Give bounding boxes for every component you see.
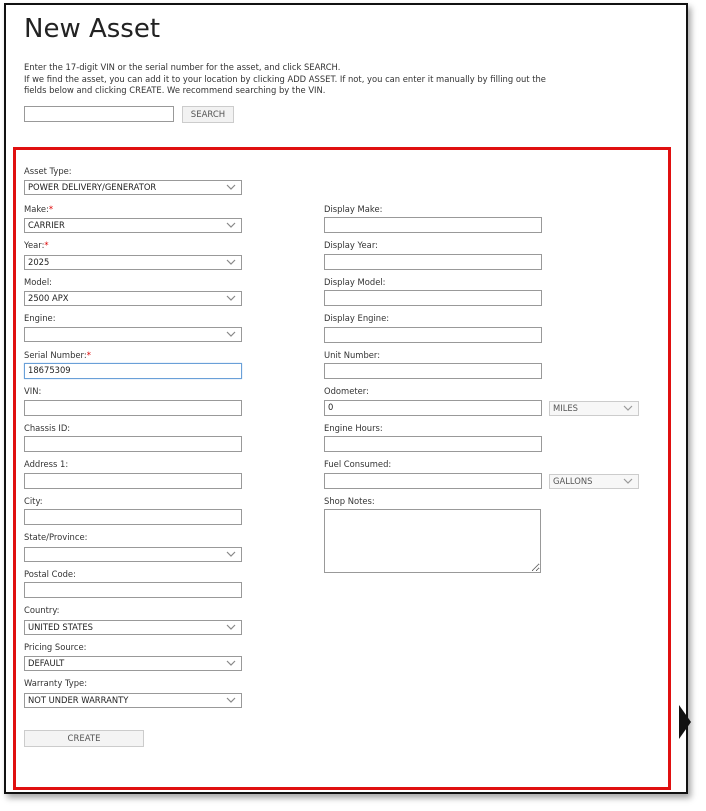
chevron-down-icon — [226, 259, 236, 266]
mouse-pointer-icon — [679, 705, 693, 741]
fuel-unit-value: GALLONS — [553, 476, 593, 486]
year-select[interactable] — [24, 255, 242, 270]
asset-type-select[interactable] — [24, 180, 242, 195]
pricing-source-select[interactable] — [24, 656, 242, 671]
state-province-select[interactable] — [24, 547, 242, 562]
chevron-down-icon — [226, 697, 236, 704]
required-marker: * — [48, 204, 54, 214]
display-make-label: Display Make: — [324, 204, 383, 214]
vin-input[interactable] — [24, 400, 242, 416]
country-label: Country: — [24, 605, 60, 615]
chevron-down-icon — [226, 551, 236, 558]
warranty-type-label: Warranty Type: — [24, 678, 88, 688]
display-year-label: Display Year: — [324, 240, 378, 250]
asset-type-label: Asset Type: — [24, 166, 72, 176]
address-1-label: Address 1: — [24, 459, 69, 469]
chassis-id-input[interactable] — [24, 436, 242, 452]
engine-select[interactable] — [24, 327, 242, 342]
display-model-input[interactable] — [324, 290, 542, 306]
city-input[interactable] — [24, 509, 242, 525]
country-select[interactable] — [24, 620, 242, 635]
display-year-input[interactable] — [324, 254, 542, 270]
engine-hours-label: Engine Hours: — [324, 423, 383, 433]
chevron-down-icon — [623, 405, 633, 412]
asset-type-value: POWER DELIVERY/GENERATOR — [28, 182, 157, 192]
pricing-source-value: DEFAULT — [28, 658, 65, 668]
search-input[interactable] — [24, 106, 174, 122]
warranty-type-value: NOT UNDER WARRANTY — [28, 695, 129, 705]
fuel-consumed-label: Fuel Consumed: — [324, 459, 392, 469]
instructions-line-2: If we find the asset, you can add it to your location by clicking ADD ASSET. If not, you can enter it manually by filling out the fields below and clicking CREATE. We recommend searching by the VIN. — [24, 73, 546, 95]
postal-code-label: Postal Code: — [24, 569, 76, 579]
year-label — [24, 240, 49, 250]
chevron-down-icon — [226, 660, 236, 667]
required-marker: * — [44, 240, 49, 250]
chevron-down-icon — [226, 331, 236, 338]
odometer-unit-select[interactable] — [549, 401, 639, 416]
warranty-type-select[interactable] — [24, 693, 242, 708]
page-title: New Asset — [24, 14, 161, 44]
display-make-input[interactable] — [324, 217, 542, 233]
chevron-down-icon — [226, 295, 236, 302]
pricing-source-label: Pricing Source: — [24, 642, 87, 652]
serial-number-label-text: Serial Number: — [24, 350, 87, 360]
postal-code-input[interactable] — [24, 582, 242, 598]
search-button[interactable]: SEARCH — [182, 106, 234, 123]
display-model-label: Display Model: — [324, 277, 386, 287]
shop-notes-textarea[interactable] — [324, 509, 541, 573]
make-select[interactable] — [24, 218, 242, 233]
state-province-label: State/Province: — [24, 532, 88, 542]
vin-label: VIN: — [24, 386, 42, 396]
country-value: UNITED STATES — [28, 622, 93, 632]
serial-number-input[interactable]: 18675309 — [24, 363, 242, 379]
year-value: 2025 — [28, 257, 50, 267]
chassis-id-label: Chassis ID: — [24, 423, 71, 433]
chevron-down-icon — [226, 624, 236, 631]
address-1-input[interactable] — [24, 473, 242, 489]
unit-number-label: Unit Number: — [324, 350, 381, 360]
required-marker: * — [86, 350, 91, 360]
odometer-unit-value: MILES — [553, 403, 578, 413]
serial-number-label — [24, 350, 91, 360]
make-label-text: Make: — [24, 204, 49, 214]
chevron-down-icon — [226, 222, 236, 229]
engine-hours-input[interactable] — [324, 436, 542, 452]
model-value: 2500 APX — [28, 293, 69, 303]
create-button[interactable]: CREATE — [24, 730, 144, 747]
make-label — [24, 204, 53, 214]
model-label: Model: — [24, 277, 52, 287]
instructions — [24, 62, 554, 97]
new-asset-window — [4, 3, 688, 794]
unit-number-input[interactable] — [324, 363, 542, 379]
engine-label: Engine: — [24, 313, 56, 323]
chevron-down-icon — [623, 478, 633, 485]
city-label: City: — [24, 496, 43, 506]
make-value: CARRIER — [28, 220, 65, 230]
model-select[interactable] — [24, 291, 242, 306]
display-engine-input[interactable] — [324, 327, 542, 343]
fuel-consumed-input[interactable] — [324, 473, 542, 489]
odometer-label: Odometer: — [324, 386, 369, 396]
shop-notes-label: Shop Notes: — [324, 496, 375, 506]
chevron-down-icon — [226, 184, 236, 191]
year-label-text: Year: — [24, 240, 45, 250]
odometer-input[interactable]: 0 — [324, 400, 542, 416]
instructions-line-1: Enter the 17-digit VIN or the serial number for the asset, and click SEARCH. — [24, 62, 341, 72]
fuel-unit-select[interactable] — [549, 474, 639, 489]
display-engine-label: Display Engine: — [324, 313, 390, 323]
